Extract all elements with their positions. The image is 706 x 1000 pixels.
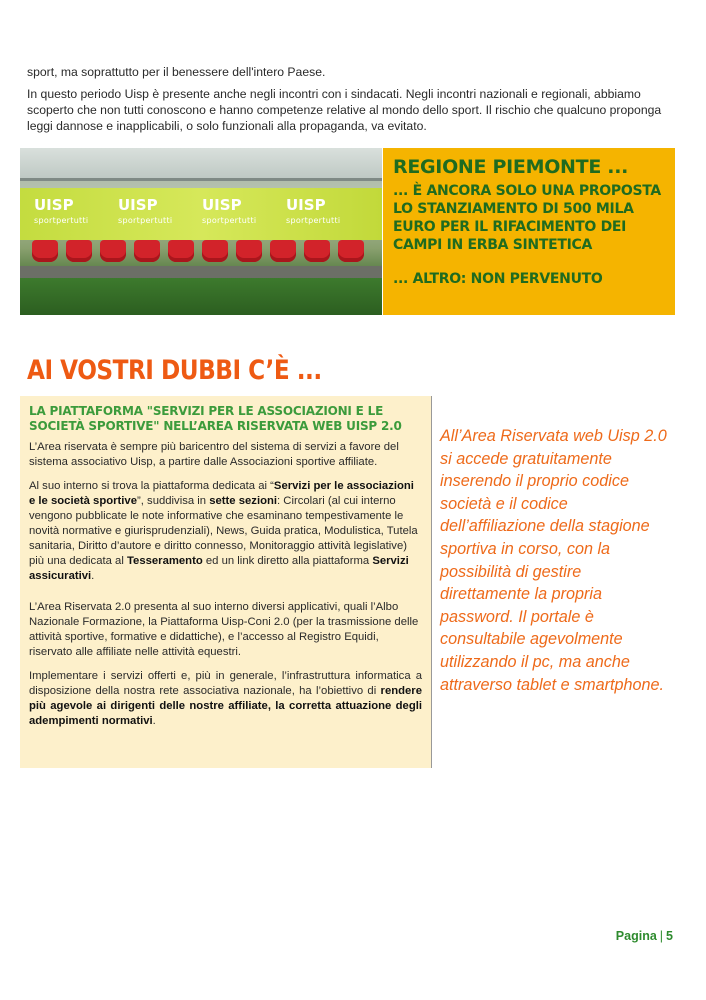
bench-floor — [20, 266, 382, 278]
intro-text — [27, 64, 682, 140]
uisp-logo: UISP sportpertutti — [202, 196, 257, 225]
red-seat — [134, 240, 160, 262]
promo-title: REGIONE PIEMONTE ... — [393, 156, 629, 178]
promo-footer: ... ALTRO: NON PERVENUTO — [393, 271, 603, 287]
intro-paragraph-1: sport, ma soprattutto per il benessere dell'intero Paese. — [27, 65, 326, 79]
platform-paragraph-3: L’Area Riservata 2.0 presenta al suo interno diversi applicativi, quali l’Albo Nazionale Formazione, la Piattaforma Uisp-Coni 2.0 (per la trasmissione delle attività sportive, formative e didattiche), e l’accesso al Registro Equidi, riservato alle affiliate nelle attività equestri. — [29, 601, 419, 658]
red-seat — [66, 240, 92, 262]
platform-paragraph-2: Al suo interno si trova la piattaforma dedicata ai “Servizi per le associazioni e le società sportive”, suddivisa in sette sezioni: Circolari (al cui interno vengono pubblicate le note informative che esaminano tempestivamente le novità normative e giurisprudenziali), News, Guida pratica, Modulistica, Tutela sanitaria, Diritto d’autore e diritto connesso, Monitoraggio attività legislative) più una dedicata al Tesseramento ed un link diretto alla piattaforma Servizi assicurativi. — [29, 480, 418, 582]
red-seat — [32, 240, 58, 262]
grass-field — [20, 278, 382, 315]
uisp-logo: UISP sportpertutti — [118, 196, 173, 225]
promo-body: ... È ANCORA SOLO UNA PROPOSTA LO STANZIAMENTO DI 500 MILA EURO PER IL RIFACIMENTO DEI CAMPI IN ERBA SINTETICA — [393, 183, 661, 253]
platform-paragraph-1: L’Area riservata è sempre più baricentro del sistema di servizi a favore del sistema associativo Uisp, a partire dalle Associazioni sportive affiliate. — [29, 441, 399, 468]
red-seat — [304, 240, 330, 262]
page-number: Pagina | 5 — [615, 929, 673, 943]
red-seat — [236, 240, 262, 262]
red-seat — [100, 240, 126, 262]
platform-info-box — [20, 396, 432, 768]
red-seat — [168, 240, 194, 262]
uisp-logo: UISP sportpertutti — [34, 196, 89, 225]
red-seat — [270, 240, 296, 262]
red-seat — [202, 240, 228, 262]
regione-piemonte-box — [383, 148, 675, 315]
section-title: AI VOSTRI DUBBI C’È ... — [27, 355, 322, 386]
red-seat — [338, 240, 364, 262]
bench-photo — [20, 148, 382, 315]
bench-roof — [20, 148, 382, 181]
intro-paragraph-2: In questo periodo Uisp è presente anche negli incontri con i sindacati. Negli incontri nazionali e regionali, abbiamo scoperto che non tutti conoscono e hanno competenze relative al mondo dello sport. Il rischio che qualcuno proponga leggi dannose e inapplicabili, o solo funzionali alla propaganda, va evitato. — [27, 87, 662, 133]
uisp-logo: UISP sportpertutti — [286, 196, 341, 225]
platform-box-title: LA PIATTAFORMA "SERVIZI PER LE ASSOCIAZIONI E LE SOCIETÀ SPORTIVE" NELL’AREA RISERVATA WEB UISP 2.0 — [29, 404, 402, 433]
platform-paragraph-4: Implementare i servizi offerti e, più in generale, l’infrastruttura informatica a disposizione della nostra rete associativa nazionale, ha l’obiettivo di rendere più agevole ai dirigenti delle nostre affiliate, la corretta attuazione degli adempimenti normativi. — [29, 670, 422, 727]
side-note: All’Area Riservata web Uisp 2.0 si accede gratuitamente inserendo il proprio codice società e il codice dell’affiliazione della stagione sportiva in corso, con la possibilità di gestire direttamente la propria password. Il portale è consultabile agevolmente utilizzando il pc, ma anche attraverso tablet e smartphone. — [440, 427, 667, 694]
